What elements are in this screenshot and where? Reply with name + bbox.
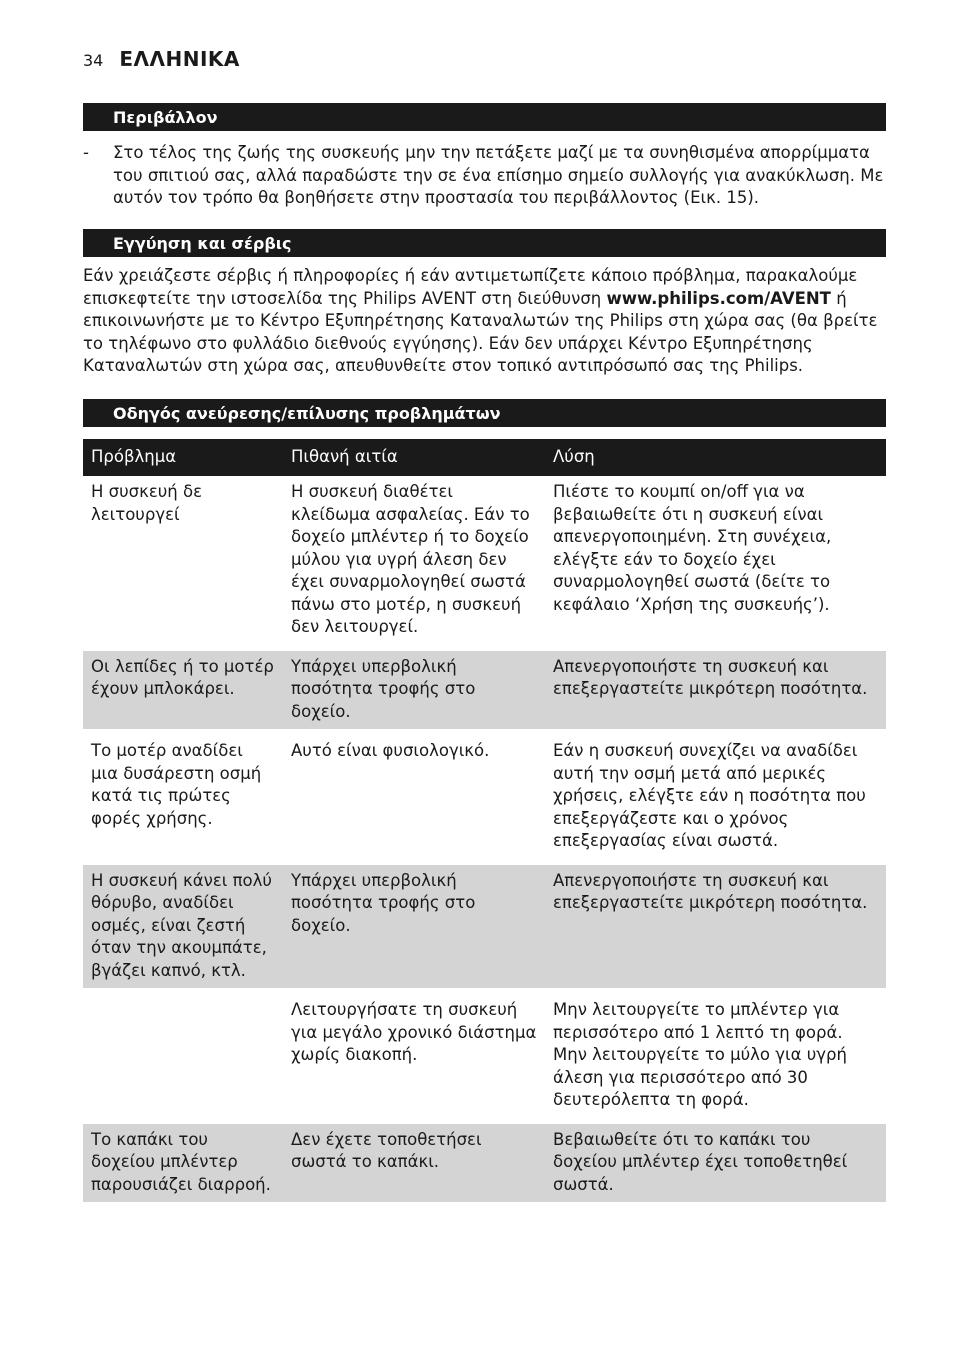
- warranty-text-before: Εάν χρειάζεστε σέρβις ή πληροφορίες ή εάν αντιμετωπίζετε κάποιο πρόβλημα, παρακαλούμε επισκεφτείτε την ιστοσελίδα της Philips AVENT στη διεύθυνση: [83, 266, 858, 308]
- column-header-solution: Λύση: [545, 439, 886, 476]
- language-title: ΕΛΛΗΝΙΚΑ: [119, 47, 240, 71]
- environment-text: Στο τέλος της ζωής της συσκευής μην την πετάξετε μαζί με τα συνηθισμένα απορρίμματα του σπιτιού σας, αλλά παραδώστε την σε ένα επίσημο σημείο συλλογής για ανακύκλωση. Με αυτόν τον τρόπο θα βοηθήσετε στην προστασία του περιβάλλοντος (Εικ. 15).: [113, 143, 884, 207]
- cause-cell: Λειτουργήσατε τη συσκευή για μεγάλο χρονικό διάστημα χωρίς διακοπή.: [283, 991, 545, 1121]
- solution-cell: Μην λειτουργείτε το μπλέντερ για περισσότερο από 1 λεπτό τη φορά. Μην λειτουργείτε το μύλο για υγρή άλεση για περισσότερο από 30 δευτερόλεπτα τη φορά.: [545, 991, 886, 1121]
- troubleshooting-table: [83, 439, 886, 1208]
- section-heading-environment: Περιβάλλον: [83, 103, 886, 131]
- warranty-url[interactable]: www.philips.com/AVENT: [606, 288, 831, 308]
- cause-cell: Υπάρχει υπερβολική ποσότητα τροφής στο δοχείο.: [283, 648, 545, 733]
- cause-cell: Υπάρχει υπερβολική ποσότητα τροφής στο δοχείο.: [283, 862, 545, 992]
- solution-cell: Πιέστε το κουμπί on/off για να βεβαιωθείτε ότι η συσκευή είναι απενεργοποιημένη. Στη συνέχεια, ελέγξτε εάν το δοχείο έχει συναρμολογηθεί σωστά (δείτε το κεφάλαιο ‘Χρήση της συσκευής’).: [545, 476, 886, 648]
- section-heading-warranty: Εγγύηση και σέρβις: [83, 229, 886, 257]
- warranty-text: [83, 265, 888, 378]
- column-header-problem: Πρόβλημα: [83, 439, 283, 476]
- table-row: [83, 991, 886, 1121]
- cause-cell: Η συσκευή διαθέτει κλείδωμα ασφαλείας. Εάν το δοχείο μπλέντερ ή το δοχείο μύλου για υγρή άλεση δεν έχει συναρμολογηθεί σωστά πάνω στο μοτέρ, η συσκευή δεν λειτουργεί.: [283, 476, 545, 648]
- solution-cell: Απενεργοποιήστε τη συσκευή και επεξεργαστείτε μικρότερη ποσότητα.: [545, 648, 886, 733]
- table-row: [83, 862, 886, 992]
- table-header-row: [83, 439, 886, 476]
- table-row: [83, 476, 886, 648]
- problem-cell: Οι λεπίδες ή το μοτέρ έχουν μπλοκάρει.: [83, 648, 283, 733]
- column-header-cause: Πιθανή αιτία: [283, 439, 545, 476]
- problem-cell: Το μοτέρ αναδίδει μια δυσάρεστη οσμή κατά τις πρώτες φορές χρήσης.: [83, 732, 283, 862]
- page-number: 34: [83, 51, 104, 70]
- problem-cell: Το καπάκι του δοχείου μπλέντερ παρουσιάζει διαρροή.: [83, 1121, 283, 1206]
- section-heading-troubleshooting: Οδηγός ανεύρεσης/επίλυσης προβλημάτων: [83, 399, 886, 427]
- table-row: [83, 732, 886, 862]
- problem-cell: Η συσκευή κάνει πολύ θόρυβο, αναδίδει οσμές, είναι ζεστή όταν την ακουμπάτε, βγάζει καπνό, κτλ.: [83, 862, 283, 992]
- solution-cell: Απενεργοποιήστε τη συσκευή και επεξεργαστείτε μικρότερη ποσότητα.: [545, 862, 886, 992]
- problem-cell: [83, 991, 283, 1121]
- problem-cell: Η συσκευή δε λειτουργεί: [83, 476, 283, 648]
- table-row: [83, 1121, 886, 1206]
- table-row: [83, 648, 886, 733]
- solution-cell: Βεβαιωθείτε ότι το καπάκι του δοχείου μπλέντερ έχει τοποθετηθεί σωστά.: [545, 1121, 886, 1206]
- solution-cell: Εάν η συσκευή συνεχίζει να αναδίδει αυτή την οσμή μετά από μερικές χρήσεις, ελέγξτε εάν η ποσότητα που επεξεργάζεστε και ο χρόνος επεξεργασίας είναι σωστά.: [545, 732, 886, 862]
- page-header: [83, 47, 240, 71]
- bullet-dash: -: [83, 143, 89, 162]
- warranty-text-after: ή επικοινωνήστε με το Κέντρο Εξυπηρέτησης Καταναλωτών της Philips στη χώρα σας (θα βρείτε το τηλέφωνο στο φυλλάδιο διεθνούς εγγύησης). Εάν δεν υπάρχει Κέντρο Εξυπηρέτησης Καταναλωτών στη χώρα σας, απευθυνθείτε στον τοπικό αντιπρόσωπό σας της Philips.: [83, 288, 878, 375]
- cause-cell: Αυτό είναι φυσιολογικό.: [283, 732, 545, 862]
- cause-cell: Δεν έχετε τοποθετήσει σωστά το καπάκι.: [283, 1121, 545, 1206]
